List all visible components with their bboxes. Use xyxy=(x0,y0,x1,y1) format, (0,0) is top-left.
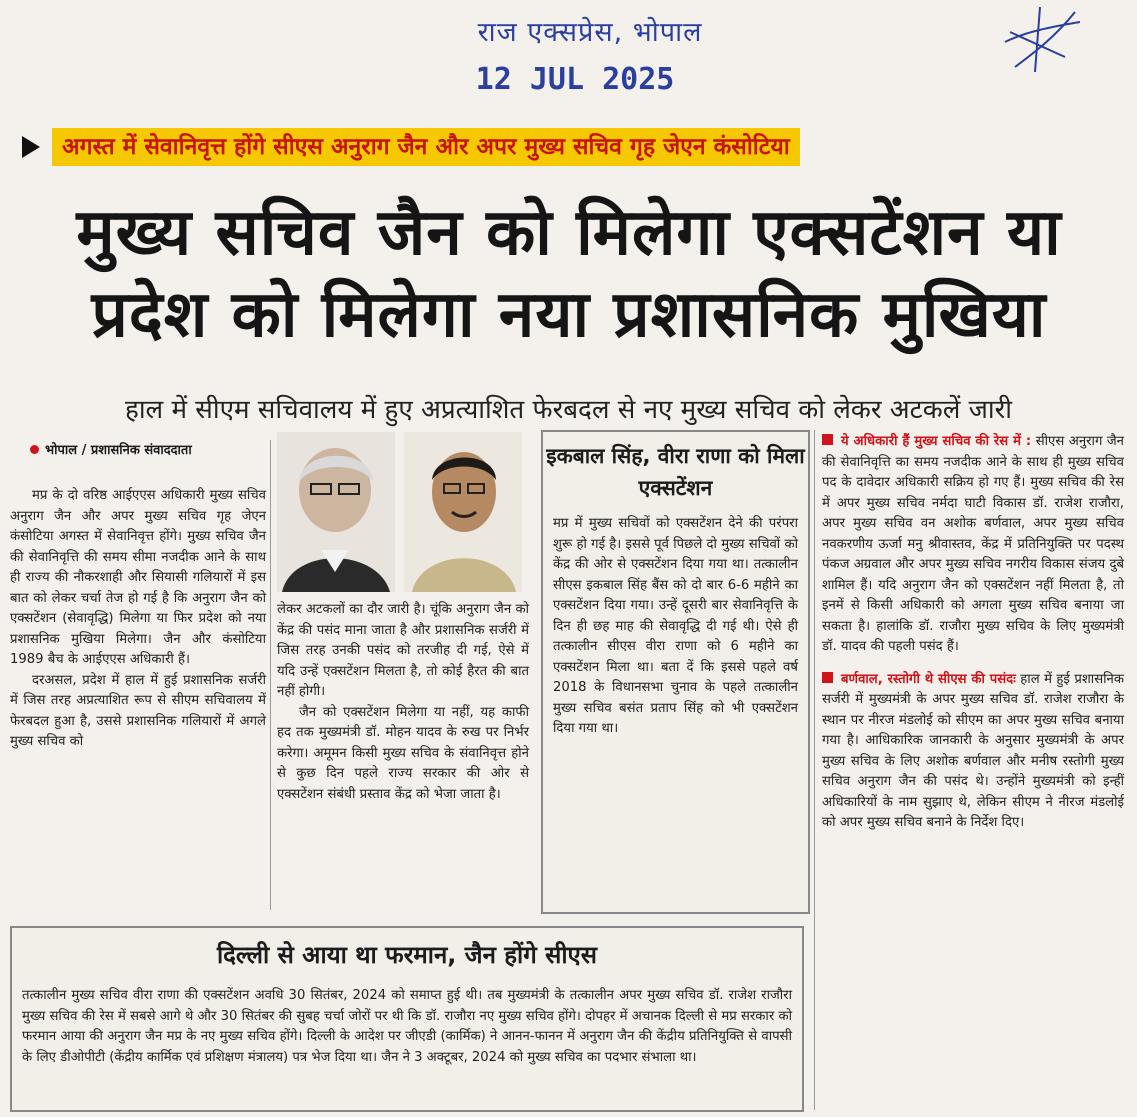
byline xyxy=(30,440,192,458)
col2-paragraph-2: जैन को एक्सटेंशन मिलेगा या नहीं, यह काफी हद तक मुख्यमंत्री डॉ. मोहन यादव के रुख पर निर्भर करेगा। अमूमन किसी मुख्य सचिव के संवानिवृत्त होने से कुछ दिन पहले राज्य सरकार की ओर से एक्सटेंशन संबंधी प्रस्ताव केंद्र को भेजा जाता है। xyxy=(277,704,529,802)
photo-anurag-jain xyxy=(277,432,395,592)
sidebox-body: मप्र में मुख्य सचिवों को एक्सटेंशन देने की परंपरा शुरू हो गई है। इससे पूर्व पिछले दो मुख्य सचिवों को केंद्र की ओर से एक्सटेंशन दिया गया था। तत्कालीन सीएस इकबाल सिंह बैंस को दो बार 6-6 महीने का एक्सटेंशन दिया गया। उन्हें दूसरी बार सेवानिवृत्ति के दिन ही छह माह की सेवावृद्धि दी गई थी। ऐसे ही तत्कालीन सीएस वीरा राणा को 6 महीने का एक्सटेंशन मिला था। बता दें कि इससे पहले वर्ष 2018 के विधानसभा चुनाव के पहले तत्कालीन मुख्य सचिव बसंत प्रताप सिंह को भी एक्सटेंशन दिया गया था। xyxy=(553,516,798,736)
bottombox-title: दिल्ली से आया था फरमान, जैन होंगे सीएस xyxy=(216,941,598,969)
column-2 xyxy=(277,600,529,805)
right-section-1 xyxy=(822,432,1124,658)
right-section-1-heading: ये अधिकारी हैं मुख्य सचिव की रेस में : xyxy=(841,434,1032,449)
square-bullet-icon xyxy=(822,672,833,683)
right-section-2-body: हाल में हुई प्रशासनिक सर्जरी में मुख्यमंत्री के अपर मुख्य सचिव डॉ. राजेश राजौरा के स्थान पर नीरज मंडलोई को सीएम का अपर मुख्य सचिव बनाया गया है। आधिकारिक जानकारी के अनुसार मुख्यमंत्री के अपर मुख्य सचिव के लिए अशोक बर्णवाल और मनीष रस्तोगी मुख्य सचिव अनुराग जैन की पसंद थे। उन्होंने मुख्यमंत्री को इन्हीं अधिकारियों के नाम सुझाए थे, लेकिन सीएम ने नीरज मंडलोई को अपर मुख्य सचिव बनाने के निर्देश दिए। xyxy=(822,671,1124,830)
col1-paragraph-2: दरअसल, प्रदेश में हाल में हुई प्रशासनिक सर्जरी में जिस तरह अप्रत्याशित रूप से सीएम सचिवालय में फेरबदल हुआ है, उससे प्रशासनिक गलियारों में अगले मुख्य सचिव को xyxy=(10,672,266,749)
column-1 xyxy=(10,486,266,753)
byline-text: भोपाल / प्रशासनिक संवाददाता xyxy=(45,443,192,458)
col1-paragraph-1: मप्र के दो वरिष्ठ आईएएस अधिकारी मुख्य सचिव अनुराग जैन और अपर मुख्य सचिव गृह जेएन कंसोटिया अगस्त में सेवानिवृत्त होंगे। मुख्य सचिव जैन की सेवानिवृत्ति की समय सीमा नजदीक आने के साथ ही राज्य की नौकरशाही और सियासी गलियारों में इस बात को लेकर चर्चा तेज हो गई है कि अनुराग जैन को एक्सटेंशन (सेवावृद्धि) मिलेगा या फिर प्रदेश को नया प्रशासनिक मुखिया मिलेगा। जैन और कंसोटिया 1989 बैच के आईएएस अधिकारी हैं। xyxy=(10,488,266,667)
right-column xyxy=(822,432,1124,834)
headline-line-1: मुख्य सचिव जैन को मिलेगा एक्सटेंशन या xyxy=(76,196,1062,270)
column-divider xyxy=(270,440,271,910)
sidebox-extension xyxy=(541,430,810,914)
headline xyxy=(14,192,1124,356)
right-section-2-heading: बर्णवाल, रस्तोगी थे सीएस की पसंदः xyxy=(841,671,1016,687)
right-section-2 xyxy=(822,670,1124,834)
bullet-icon xyxy=(30,445,39,454)
triangle-icon xyxy=(22,136,40,158)
deck: हाल में सीएम सचिवालय में हुए अप्रत्याशित फेरबदल से नए मुख्य सचिव को लेकर अटकलें जारी xyxy=(125,395,1012,425)
headline-line-2: प्रदेश को मिलेगा नया प्रशासनिक मुखिया xyxy=(91,278,1047,352)
stamp-source: राज एक्सप्रेस, भोपाल xyxy=(477,17,703,48)
signature-scribble xyxy=(995,2,1085,82)
right-column-divider xyxy=(814,430,815,1110)
right-section-1-body: सीएस अनुराग जैन की सेवानिवृत्ति का समय नजदीक आने के साथ ही मुख्य सचिव पद के दावेदार अधिकारी सक्रिय हो गए हैं। मुख्य सचिव की रेस में अपर मुख्य सचिव नर्मदा घाटी विकास डॉ. राजेश राजौरा, अपर मुख्य सचिव वन अशोक बर्णवाल, अपर मुख्य सचिव नवकरणीय ऊर्जा मनु श्रीवास्तव, केंद्र में प्रतिनियुक्ति पर पदस्थ पंकज अग्रवाल और अपर मुख्य सचिव नगरीय विकास संजय दुबे शामिल हैं। यदि अनुराग जैन को एक्सटेंशन नहीं मिलता है, तो इनमें से किसी अधिकारी को अगला मुख्य सचिव बनाया जा सकता है। हालांकि डॉ. राजौरा मुख्य सचिव के लिए मुख्यमंत्री डॉ. यादव की पहली पसंद हैं। xyxy=(822,434,1124,654)
stamp-date: 12 JUL 2025 xyxy=(475,62,675,97)
kicker-banner xyxy=(22,128,1022,168)
kicker-text: अगस्त में सेवानिवृत्त होंगे सीएस अनुराग जैन और अपर मुख्य सचिव गृह जेएन कंसोटिया xyxy=(52,128,800,166)
bottombox-delhi-order xyxy=(10,926,804,1112)
photo-jn-kansotia xyxy=(404,432,522,592)
square-bullet-icon xyxy=(822,434,833,445)
bottombox-body: तत्कालीन मुख्य सचिव वीरा राणा की एक्सटेंशन अवधि 30 सितंबर, 2024 को समाप्त हुई थी। तब मुख्यमंत्री के तत्कालीन अपर मुख्य सचिव डॉ. राजेश राजौरा मुख्य सचिव की रेस में सबसे आगे थे और 30 सितंबर की सुबह चर्चा जोरों पर थी कि डॉ. राजौरा नए मुख्य सचिव होंगे। दोपहर में अचानक दिल्ली से मप्र सरकार को फरमान आया की अनुराग जैन मप्र के नए मुख्य सचिव होंगे। दिल्ली के आदेश पर जीएडी (कार्मिक) ने आनन-फानन में अनुराग जैन की केंद्रीय प्रतिनियुक्ति से वापसी के लिए डीओपीटी (केंद्रीय कार्मिक एवं प्रशिक्षण मंत्रालय) पत्र भेज दिया था। जैन ने 3 अक्टूबर, 2024 को मुख्य सचिव का पदभार संभाला था। xyxy=(22,988,792,1065)
col2-paragraph-1: लेकर अटकलों का दौर जारी है। चूंकि अनुराग जैन को केंद्र की पसंद माना जाता है और प्रशासनिक सर्जरी में जिस तरह उनकी पसंद को तरजीह दी गई, ऐसे में यदि उन्हें एक्सटेंशन मिलता है, तो कोई हैरत की बात नहीं होगी। xyxy=(277,602,529,699)
sidebox-title: इकबाल सिंह, वीरा राणा को मिला एक्सटेंशन xyxy=(546,444,805,500)
